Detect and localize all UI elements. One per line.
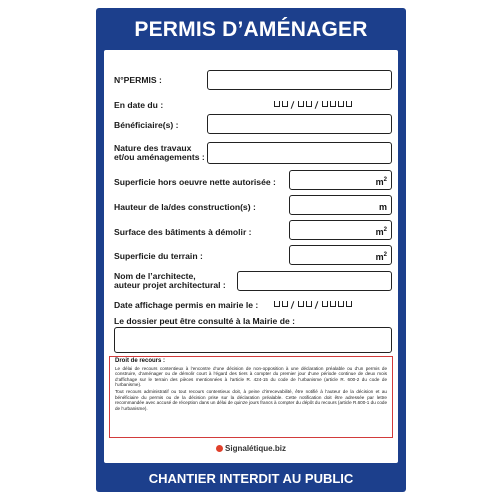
legal-notice — [109, 356, 393, 438]
unit-m2: $m^2$ — [375, 177, 387, 187]
label-architecte-2: auteur projet architectural : — [114, 280, 226, 290]
legal-paragraph-1: Le délai de recours contentieux à l’encontre d’une décision de non-opposition à une déclaration préalable ou d’un permis de construire, d’aménager ou de démolir court à l’égard des tiers à compter du premier jour d’une période continue de deux mois d’affichage sur le terrain des pièces mentionnées à l’article R. 424-15 du code de l’urbanisme (article R. 600-2 du code de l’urbanisme). — [115, 365, 387, 388]
date-affichage-field[interactable] — [274, 301, 352, 309]
unit-m2: $m^2$ — [375, 227, 387, 237]
brand-logo — [104, 444, 398, 453]
label-date-affichage: Date affichage permis en mairie le : — [114, 300, 259, 310]
numero-field[interactable] — [207, 70, 392, 90]
page-title: PERMIS D’AMÉNAGER — [134, 18, 368, 41]
date-field[interactable] — [274, 101, 352, 109]
dossier-field[interactable] — [114, 327, 392, 353]
label-demolir: Surface des bâtiments à démolir : — [114, 227, 252, 237]
legal-paragraph-2: Tout recours administratif ou tout recours contentieux doit, à peine d’irrecevabilité, être notifié à l’auteur de la décision et au bénéficiaire du permis ou de la décision prise sur la déclaration préalable. Cette notification doit être adressée par lettre recommandée avec accusé de réception dans un délai de quinze jours francs à compter du dépôt du recours (article R.600-1 du code de l’urbanisme). — [115, 388, 387, 411]
form-panel — [104, 50, 398, 463]
unit-m: m — [378, 202, 387, 212]
beneficiaires-field[interactable] — [207, 114, 392, 134]
unit-m2: $m^2$ — [375, 252, 387, 262]
label-hauteur: Hauteur de la/des construction(s) : — [114, 202, 256, 212]
label-nature-1: Nature des travaux — [114, 143, 192, 153]
brand-logo-icon — [216, 445, 223, 452]
label-architecte-1: Nom de l’architecte, — [114, 271, 196, 281]
label-dossier: Le dossier peut être consulté à la Mairie de : — [114, 316, 296, 326]
nature-field[interactable] — [207, 142, 392, 164]
label-nature-2: et/ou aménagements : — [114, 152, 205, 162]
label-numero: N°PERMIS : — [114, 75, 162, 85]
architecte-field[interactable] — [237, 271, 392, 291]
label-date: En date du : — [114, 100, 164, 110]
label-shon: Superficie hors oeuvre nette autorisée : — [114, 177, 276, 187]
legal-title: Droit de recours : — [115, 358, 166, 364]
hauteur-field[interactable] — [289, 195, 392, 215]
label-beneficiaires: Bénéficiaire(s) : — [114, 120, 179, 130]
demolir-field[interactable] — [289, 220, 392, 240]
brand-name: Signalétique.biz — [225, 444, 286, 453]
shon-field[interactable] — [289, 170, 392, 190]
label-terrain: Superficie du terrain : — [114, 251, 203, 261]
terrain-field[interactable] — [289, 245, 392, 265]
sign-board — [96, 8, 406, 492]
footer-banner: CHANTIER INTERDIT AU PUBLIC — [148, 471, 354, 486]
